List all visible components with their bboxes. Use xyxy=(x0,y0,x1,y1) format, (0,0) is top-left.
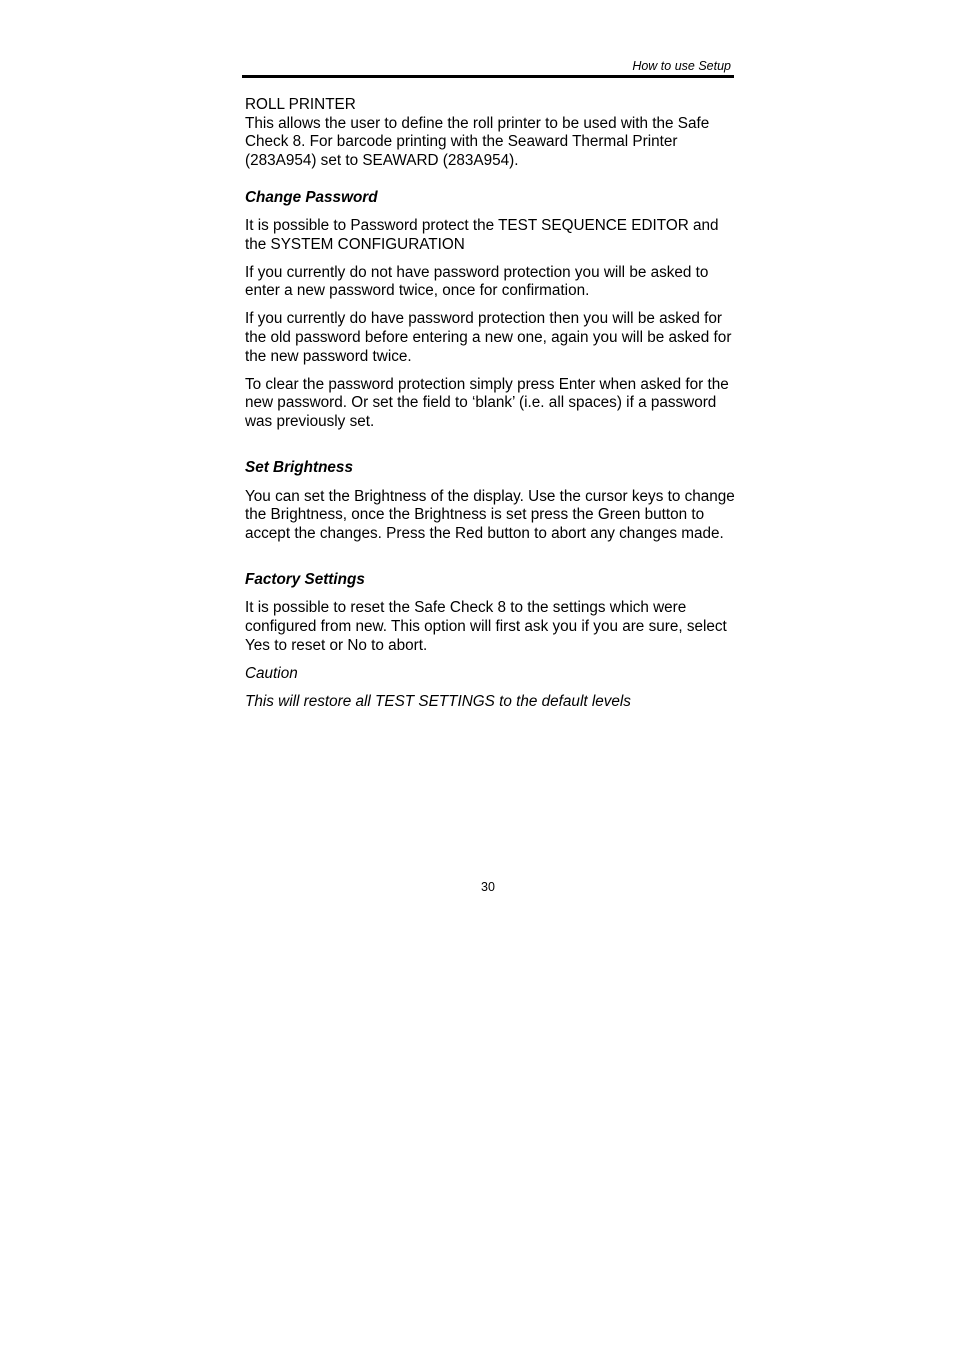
change-password-paragraph: If you currently do not have password protection you will be asked to enter a new password twice, once for confirmation. xyxy=(245,263,709,300)
roll-printer-label: ROLL PRINTER xyxy=(245,96,356,113)
set-brightness-section xyxy=(245,459,735,543)
change-password-paragraph: To clear the password protection simply press Enter when asked for the new password. Or set the field to ‘blank’ (i.e. all spaces) if a password was previously set. xyxy=(245,375,729,430)
caution-text: This will restore all TEST SETTINGS to the default levels xyxy=(245,692,631,710)
factory-settings-section xyxy=(245,571,735,711)
change-password-paragraph: If you currently do have password protection then you will be asked for the old password before entering a new one, again you will be asked for the new password twice. xyxy=(245,310,732,365)
set-brightness-heading: Set Brightness xyxy=(245,459,353,477)
change-password-section xyxy=(245,189,735,432)
page-content xyxy=(245,96,735,721)
change-password-paragraph: It is possible to Password protect the TEST SEQUENCE EDITOR and the SYSTEM CONFIGURATION xyxy=(245,216,719,253)
running-header: How to use Setup xyxy=(632,59,731,73)
page-number: 30 xyxy=(481,880,495,894)
header-rule xyxy=(242,75,734,78)
caution-label: Caution xyxy=(245,664,298,682)
factory-settings-paragraph: It is possible to reset the Safe Check 8 to the settings which were configured from new. This option will first ask you if you are sure, select Yes to reset or No to abort. xyxy=(245,599,727,654)
change-password-heading: Change Password xyxy=(245,188,378,206)
set-brightness-paragraph: You can set the Brightness of the display. Use the cursor keys to change the Brightness, once the Brightness is set press the Green button to accept the changes. Press the Red button to abort any changes made. xyxy=(245,487,735,542)
roll-printer-section xyxy=(245,96,735,170)
roll-printer-text: This allows the user to define the roll printer to be used with the Safe Check 8. For barcode printing with the Seaward Thermal Printer (283A954) set to SEAWARD (283A954). xyxy=(245,114,710,169)
factory-settings-heading: Factory Settings xyxy=(245,571,365,589)
